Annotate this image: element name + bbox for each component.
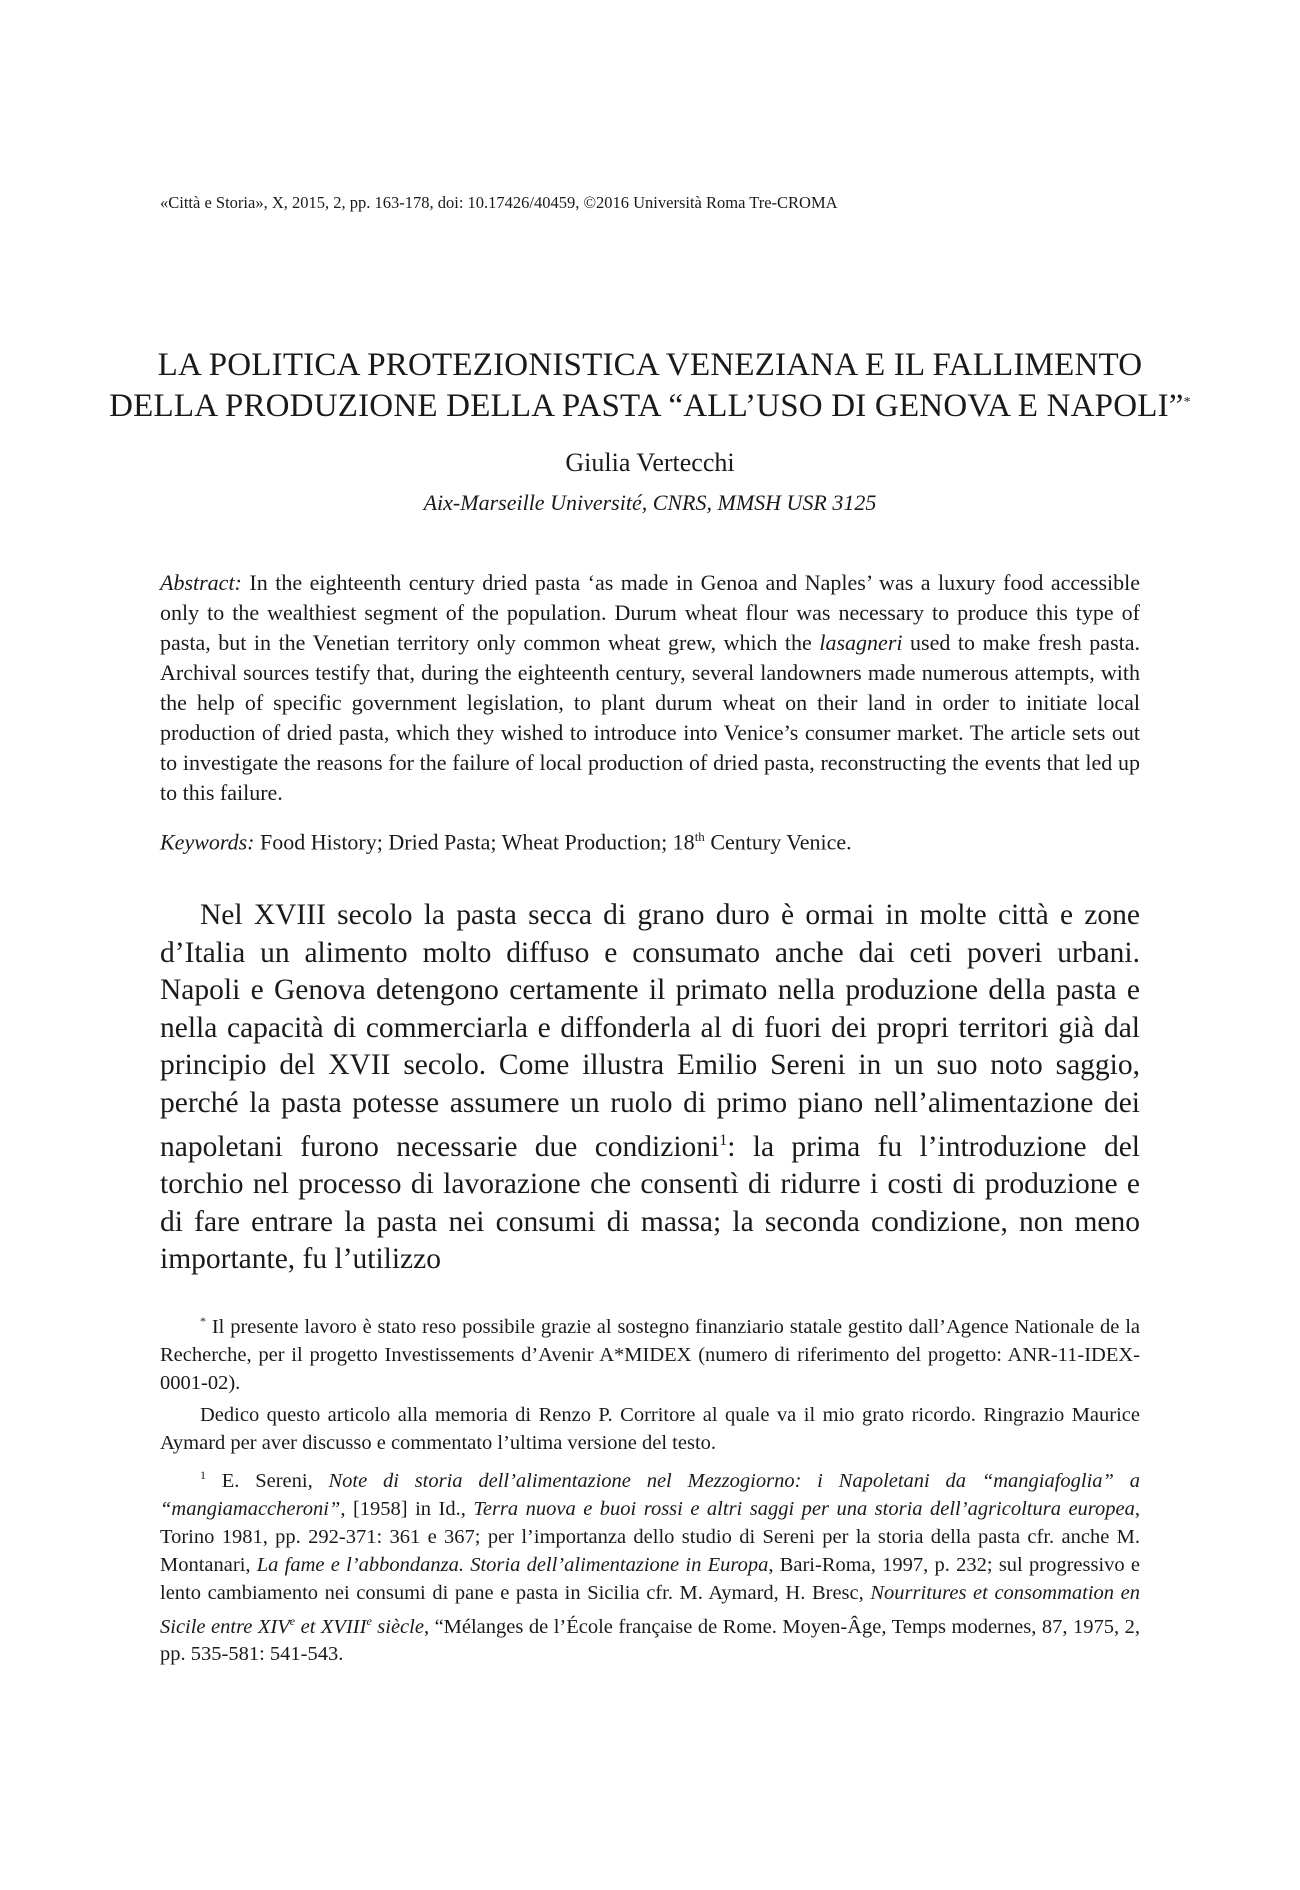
footnote-1	[160, 1461, 1140, 1669]
keywords-label: Keywords:	[160, 829, 255, 855]
title-footnote-marker: *	[1183, 395, 1191, 410]
author-affiliation: Aix-Marseille Université, CNRS, MMSH USR 3125	[423, 490, 877, 515]
footnote-1-italic-2: Terra nuova e buoi rossi e altri saggi per una storia dell’agricoltura europea	[473, 1497, 1135, 1520]
keywords	[160, 822, 1140, 857]
footnote-1-sup-xviii: e	[366, 1613, 372, 1628]
body-text-b: : la prima fu l’introduzione del torchio nel processo di lavorazione che consentì di ridurre i costi di produzione e di fare entrare la pasta nei consumi di massa; la seconda condizione, non meno importante, fu l’utilizzo	[160, 1130, 1140, 1276]
keywords-text-b: Century Venice.	[704, 829, 852, 855]
article-title	[100, 345, 1200, 427]
abstract-italic-term: lasagneri	[819, 630, 903, 655]
footnote-star	[160, 1307, 1140, 1397]
footnotes	[160, 1307, 1140, 1672]
title-line-2	[100, 386, 1200, 427]
footnote-star-text: Il presente lavoro è stato reso possibile grazie al sostegno finanziario statale gestito dall’Agence Nationale de la Recherche, per il progetto Investissements d’Avenir A*MIDEX (numero di riferimento del progetto: ANR-11-IDEX-0001-02).	[160, 1315, 1140, 1394]
footnote-ref-1: 1	[719, 1132, 728, 1149]
footnote-1-text-1: E. Sereni,	[206, 1469, 329, 1492]
footnote-1-text-5: , “Mélanges de l’École française de Rome. Moyen-Âge, Temps modernes, 87, 1975, 2, pp. 535-581: 541-543.	[160, 1615, 1140, 1666]
footnote-1-italic-6: siècle	[371, 1615, 424, 1638]
body-paragraph	[160, 897, 1140, 1279]
running-head: «Città e Storia», X, 2015, 2, pp. 163-178, doi: 10.17426/40459, ©2016 Università Roma Tre-CROMA	[160, 193, 838, 212]
footnote-star-marker: *	[200, 1314, 206, 1328]
footnote-1-text-4: , Bari-Roma, 1997, p. 232; sul progressivo e lento cambiamento nei consumi di pane e pasta in Sicilia cfr. M. Aymard, H. Bresc,	[160, 1553, 1140, 1604]
footnote-1-italic-5: et XVIII	[295, 1615, 367, 1638]
body-text-a: Nel XVIII secolo la pasta secca di grano duro è ormai in molte città e zone d’Italia un alimento molto diffuso e consumato anche dai ceti poveri urbani. Napoli e Genova detengono certamente il primato nella produzione della pasta e nella capacità di commerciarla e diffonderla al di fuori dei propri territori già dal principio del XVII secolo. Come illustra Emilio Sereni in un suo noto saggio, perché la pasta potesse assumere un ruolo di primo piano nell’alimentazione dei napoletani furono necessarie due condizioni	[160, 899, 1140, 1163]
abstract-label: Abstract:	[160, 570, 242, 595]
footnote-dedication: Dedico questo articolo alla memoria di Renzo P. Corritore al quale va il mio grato ricordo. Ringrazio Maurice Aymard per aver discusso e commentato l’ultima versione del testo.	[160, 1403, 1140, 1454]
keywords-sup: th	[694, 829, 705, 844]
footnote-1-marker: 1	[200, 1467, 206, 1482]
keywords-text-a: Food History; Dried Pasta; Wheat Production; 18	[254, 829, 695, 855]
footnote-1-italic-1: Note di storia dell’alimentazione nel Mezzogiorno: i Napoletani da “mangiafoglia” a “mangiamaccheroni”	[160, 1469, 1140, 1520]
footnote-1-sup-xiv: e	[289, 1613, 296, 1628]
title-line-2-text: DELLA PRODUZIONE DELLA PASTA “ALL’USO DI GENOVA E NAPOLI”	[109, 388, 1184, 424]
title-line-1: LA POLITICA PROTEZIONISTICA VENEZIANA E IL FALLIMENTO	[157, 347, 1143, 383]
author-name: Giulia Vertecchi	[565, 448, 735, 477]
footnote-1-text-2: , [1958] in Id.,	[340, 1497, 474, 1520]
footnote-1-italic-3: La fame e l’abbondanza. Storia dell’alimentazione in Europa	[256, 1553, 769, 1576]
footnote-1-italic-4: Nourritures et consommation en Sicile entre XIV	[160, 1581, 1140, 1638]
abstract	[160, 568, 1140, 808]
abstract-text-b: used to make fresh pasta. Archival sources testify that, during the eighteenth century, several landowners made numerous attempts, with the help of specific government legislation, to plant durum wheat on their land in order to initiate local production of dried pasta, which they wished to introduce into Venice’s consumer market. The article sets out to investigate the reasons for the failure of local production of dried pasta, reconstructing the events that led up to this failure.	[160, 630, 1141, 805]
footnote-1-text-3: , Torino 1981, pp. 292-371: 361 e 367; per l’importanza dello studio di Sereni per la storia della pasta cfr. anche M. Montanari,	[160, 1497, 1140, 1576]
abstract-text-a: In the eighteenth century dried pasta ‘as made in Genoa and Naples’ was a luxury food accessible only to the wealthiest segment of the population. Durum wheat flour was necessary to produce this type of pasta, but in the Venetian territory only common wheat grew, which the	[160, 570, 1140, 655]
